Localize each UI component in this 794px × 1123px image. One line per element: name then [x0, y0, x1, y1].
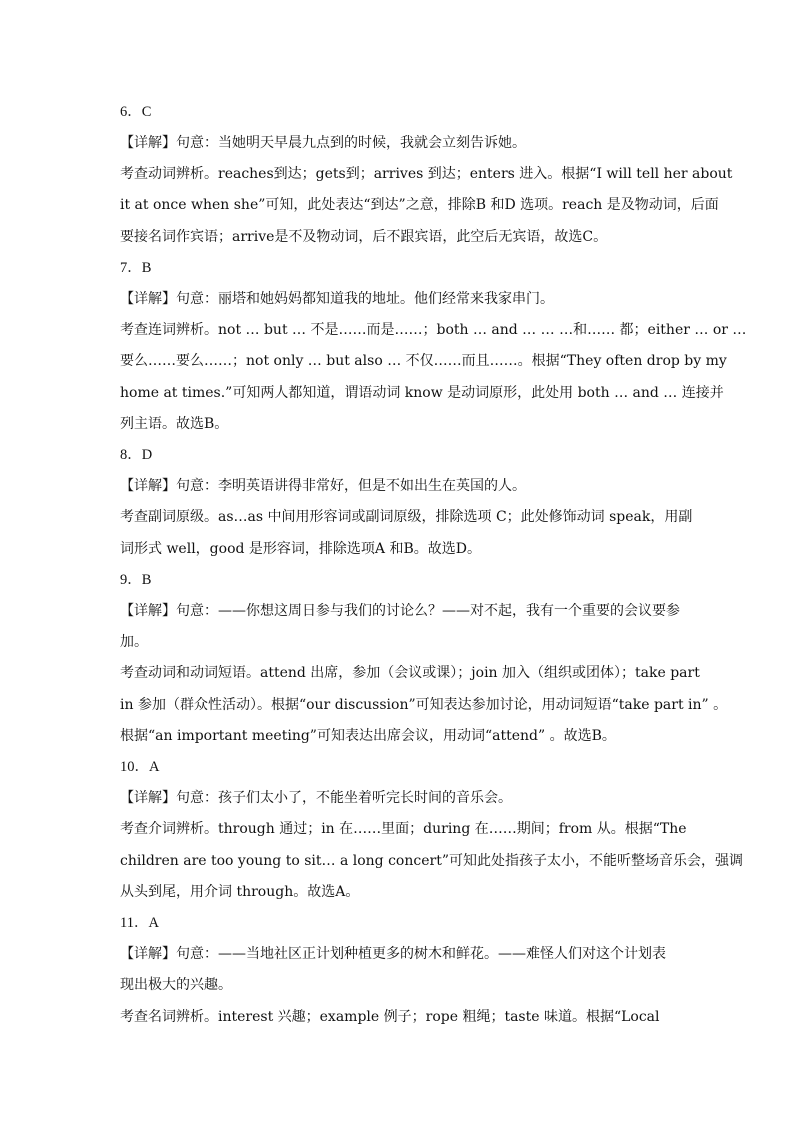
explanation-text: 根据“an important meeting”可知表达出席会议，用动词“attend” 。故选B。 — [120, 728, 616, 744]
question-number: 7．B — [120, 260, 152, 276]
question-number: 9．B — [120, 572, 152, 588]
explanation-text: children are too young to sit… a long concert”可知此处指孩子太小，不能听整场音乐会，强调 — [120, 853, 743, 869]
explanation-meaning: 【详解】句意：当她明天早晨九点到的时候，我就会立刻告诉她。 — [120, 135, 526, 151]
question-number: 8．D — [120, 447, 153, 463]
explanation-text: 考查副词原级。as…as 中间用形容词或副词原级，排除选项 C；此处修饰动词 speak，用副 — [120, 509, 693, 525]
explanation-text: 要么……要么……；not only … but also … 不仅……而且……。根据“They often drop by my — [120, 353, 727, 369]
explanation-text: 考查动词和动词短语。attend 出席，参加（会议或课）；join 加入（组织或团体）；take part — [120, 665, 700, 681]
explanation-text: it at once when she”可知，此处表达“到达”之意，排除B 和D 选项。reach 是及物动词，后面 — [120, 197, 719, 213]
explanation-text: in 参加（群众性活动）。根据“our discussion”可知表达参加讨论，用动词短语“take part in” 。 — [120, 697, 728, 713]
explanation-meaning: 【详解】句意：丽塔和她妈妈都知道我的地址。他们经常来我家串门。 — [120, 291, 554, 307]
explanation-text: 考查动词辨析。reaches到达；gets到；arrives 到达；enters 进入。根据“I will tell her about — [120, 166, 733, 182]
explanation-meaning: 【详解】句意：——你想这周日参与我们的讨论么？——对不起，我有一个重要的会议要参 — [120, 603, 680, 619]
explanation-text: 考查名词辨析。interest 兴趣；example 例子；rope 粗绳；taste 味道。根据“Local — [120, 1009, 660, 1025]
explanation-text: home at times.”可知两人都知道，谓语动词 know 是动词原形，此处用 both … and … 连接并 — [120, 385, 724, 401]
explanation-meaning: 【详解】句意：——当地社区正计划种植更多的树木和鲜花。——难怪人们对这个计划表 — [120, 946, 666, 962]
question-number: 10．A — [120, 759, 160, 775]
explanation-meaning: 现出极大的兴趣。 — [120, 977, 232, 993]
explanation-meaning: 【详解】句意：李明英语讲得非常好，但是不如出生在英国的人。 — [120, 478, 526, 494]
explanation-text: 列主语。故选B。 — [120, 416, 229, 432]
explanation-text: 要接名词作宾语；arrive是不及物动词，后不跟宾语，此空后无宾语，故选C。 — [120, 229, 608, 245]
question-number: 11．A — [120, 915, 159, 931]
explanation-text: 词形式 well，good 是形容词，排除选项A 和B。故选D。 — [120, 541, 481, 557]
explanation-meaning: 加。 — [120, 634, 148, 650]
explanation-text: 考查连词辨析。not … but … 不是……而是……；both … and … … …和…… 都；either … or … — [120, 322, 747, 338]
explanation-text: 从头到尾，用介词 through。故选A。 — [120, 884, 360, 900]
explanation-text: 考查介词辨析。through 通过；in 在……里面；during 在……期间；from 从。根据“The — [120, 821, 687, 837]
explanation-meaning: 【详解】句意：孩子们太小了，不能坐着听完长时间的音乐会。 — [120, 790, 512, 806]
question-number: 6．C — [120, 104, 152, 120]
